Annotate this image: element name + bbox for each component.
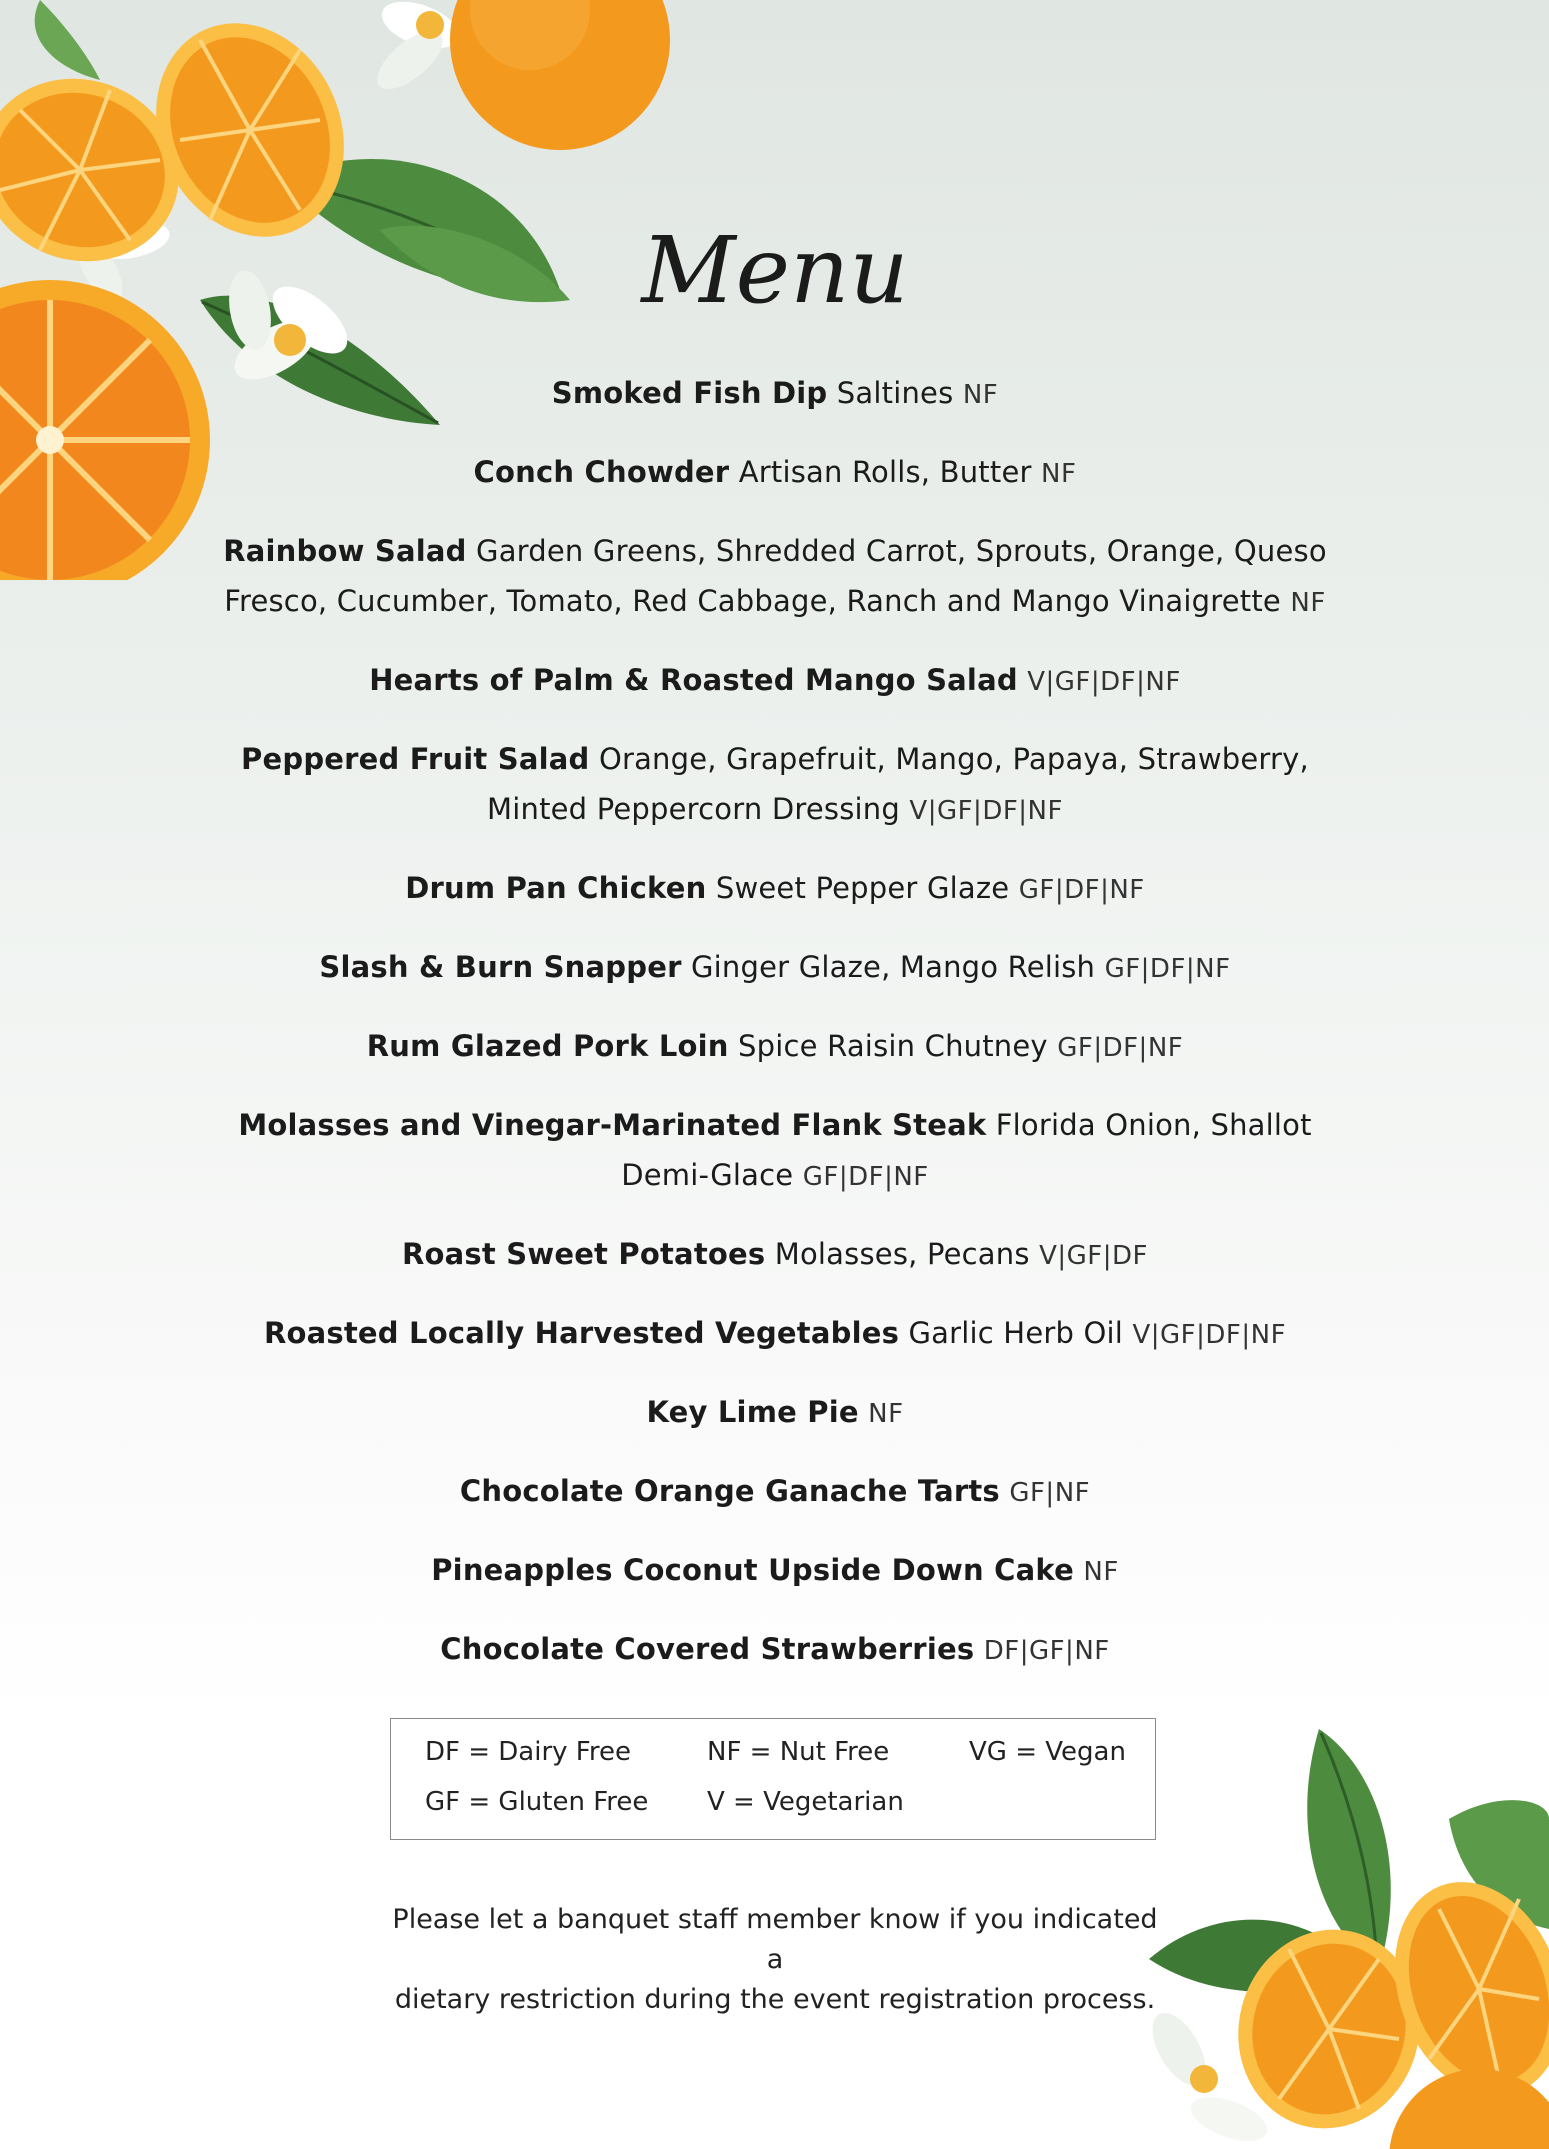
leaf-icon <box>35 0 100 80</box>
legend-vegan: VG = Vegan <box>969 1737 1126 1767</box>
dietary-disclaimer <box>380 1900 1170 2020</box>
menu-item: Chocolate Orange Ganache Tarts GF|NF <box>459 1474 1091 1508</box>
legend-vegetarian: V = Vegetarian <box>707 1787 904 1817</box>
menu-item: Smoked Fish Dip Saltines NF <box>551 376 999 410</box>
menu-title-script <box>615 200 935 340</box>
orange-branch-illustration-bottom <box>1119 1729 1549 2149</box>
menu-item: Hearts of Palm & Roasted Mango Salad V|GF|DF|NF <box>369 663 1181 697</box>
legend-gluten-free: GF = Gluten Free <box>425 1787 649 1817</box>
menu-item: Key Lime Pie NF <box>646 1395 904 1429</box>
menu-item: Chocolate Covered Strawberries DF|GF|NF <box>440 1632 1110 1666</box>
menu-item: Peppered Fruit Salad Orange, Grapefruit, Mango, Papaya, Strawberry, Minted Peppercorn Dressing V|GF|DF|NF <box>241 742 1309 826</box>
menu-item: Rum Glazed Pork Loin Spice Raisin Chutney GF|DF|NF <box>366 1029 1184 1063</box>
menu-item: Drum Pan Chicken Sweet Pepper Glaze GF|DF|NF <box>405 871 1145 905</box>
svg-text:Menu: Menu <box>640 217 909 324</box>
menu-item: Conch Chowder Artisan Rolls, Butter NF <box>473 455 1077 489</box>
menu-item: Molasses and Vinegar-Marinated Flank Steak Florida Onion, Shallot Demi-Glace GF|DF|NF <box>238 1108 1312 1192</box>
disclaimer-line: dietary restriction during the event registration process. <box>394 1984 1156 2015</box>
menu-item: Pineapples Coconut Upside Down Cake NF <box>431 1553 1119 1587</box>
menu-item: Rainbow Salad Garden Greens, Shredded Carrot, Sprouts, Orange, Queso Fresco, Cucumber, Tomato, Red Cabbage, Ranch and Mango Vinaigrette NF <box>223 534 1327 618</box>
menu-item: Roasted Locally Harvested Vegetables Garlic Herb Oil V|GF|DF|NF <box>263 1316 1287 1350</box>
page-title <box>0 200 1549 340</box>
legend-dairy-free: DF = Dairy Free <box>425 1737 631 1767</box>
dietary-legend <box>390 1718 1156 1840</box>
menu-list <box>200 368 1350 1703</box>
disclaimer-line: Please let a banquet staff member know if you indicated a <box>392 1904 1158 1975</box>
blossom-icon <box>368 0 465 100</box>
menu-item: Roast Sweet Potatoes Molasses, Pecans V|GF|DF <box>402 1237 1148 1271</box>
legend-nut-free: NF = Nut Free <box>707 1737 890 1767</box>
menu-item: Slash & Burn Snapper Ginger Glaze, Mango Relish GF|DF|NF <box>319 950 1231 984</box>
